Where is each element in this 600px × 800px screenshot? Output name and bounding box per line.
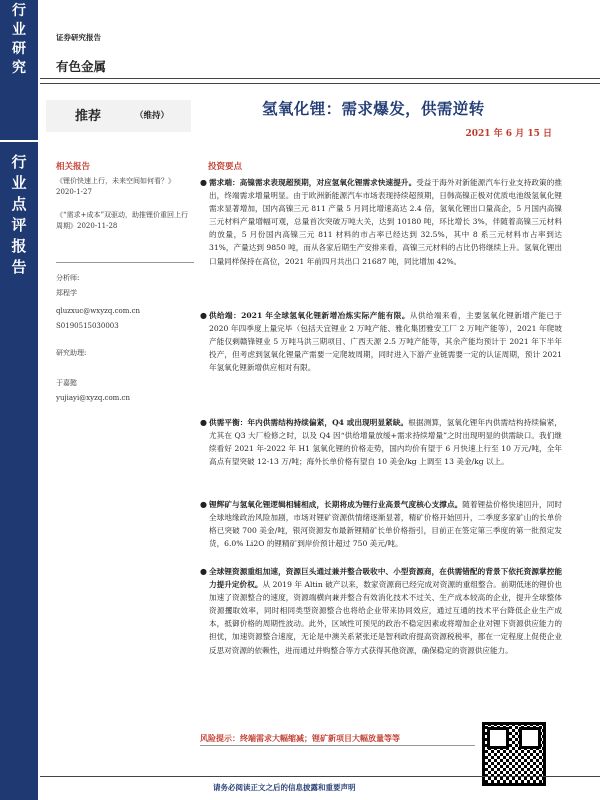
sidebar-divider (56, 262, 194, 263)
bullet-lead: 供给端：2021 年全球氢氧化锂新增冶炼实际产能有限。 (209, 311, 410, 320)
strip-top-label: 行 业 研 究 (12, 3, 26, 76)
rating-box (46, 100, 191, 132)
related-report-link[interactable]: 《锂价快速上行，未来空间如何看？》2020-1-27 (56, 177, 175, 196)
related-report-link[interactable]: 《“需求+成本”双驱动，助推锂价重回上行周期》2020-11-28 (56, 211, 189, 230)
header-rule (40, 78, 600, 79)
bullet-dot-icon: ● (200, 311, 207, 320)
footer-disclaimer: 请务必阅读正文之后的信息披露和重要声明 (213, 783, 356, 792)
bullet-lead: 供需平衡：年内供需结构持续偏紧，Q4 或出现明显紧缺。 (209, 418, 409, 427)
bullet-body: 从供给端来看，主要氢氧化锂新增产能已于 2020 年四季度上量完毕（包括天宜锂业 2 万吨产能、雅化集团雅安工厂 2 万吨产能等），2021 年爬坡产能仅剩赣锋锂业 5 万吨马洪三期项目、广西天源 2.5 万吨产能等，其余产能均预计于 2021 年下半年投产，但考虑到氢氧化锂量产需要一定爬坡周期，同时进入下游产业链需要一定的认证周期，预计 2021 年氢氧化锂新增供应相对有限。 (209, 311, 563, 373)
footer-rule (40, 776, 600, 777)
bullet-demand (200, 176, 562, 268)
bullet-body: 受益于海外对新能源汽车行业支持政策的推出，终端需求增量明显。由于欧洲新能源汽车市场表现持续超预期，日韩高镍正极对优质电池级氢氧化锂需求显著增加，国内高镍三元 811 产量 5 月同比增速高达 2.4 倍，氢氧化锂出口量高企，5 月国内高镍三元材料产量增幅可观，总量首次突破万吨大关，达到 10180 吨，环比增长 3%，伴随着高镍三元材料的放量，5 月份国内高镍三元 811 材料的市占率已经达到 32.5%，其中 8 系三元材料市占率到达 31%，产量达到 9850 吨，而从各家后期生产安排来看，高镍三元材料的占比仍将继续上升。氢氧化锂出口量同样保持在高位，2021 年前四月共出口 21687 吨，同比增加 42%。 (209, 178, 563, 266)
risk-warning: 风险提示：终端需求大幅缩减；锂矿新项目大幅放量等等 (200, 733, 400, 743)
bullet-supply (200, 309, 562, 374)
bullet-body: 随着锂盐价格快速回升，同时全球地缘政治风险加剧，市场对锂矿资源供情绪逐渐显著，精矿价格开始回升，二季度多家矿山的长单价格已突破 700 美金/吨，银河资源发布最新锂精矿长单价格指引，目前正在签定第三季度的第一批预定发货，6.0% Li2O 的锂精矿到岸价预计超过 750 美元/吨。 (209, 500, 562, 549)
bullet-dot-icon: ● (200, 178, 207, 187)
assistant-label: 研究助理: (56, 349, 87, 357)
analyst-name: 郑程学 (56, 289, 77, 297)
bullet-dot-icon: ● (200, 418, 207, 427)
bullet-dot-icon: ● (200, 567, 207, 576)
strip-bottom-label: 行 业 点 评 报 告 (11, 153, 27, 276)
strip-top-text (0, 2, 38, 78)
bullet-body: 从 2019 年 Altin 破产以来，数家资源商已经完成对资源的重组整合。前期低迷的锂价也加速了资源整合的速度，资源端横向兼并整合有效消化技术不过关、生产成本较高的企业，提升全球整体资源攫取效率，同时相同类型资源整合也将给企业带来协同效应，通过互通的技术平台降低企业生产成本，抵御价格的周期性波动。此外，区域性可预见的政治不稳定因素或将增加企业对锂下资源供应能力的担忧，加速资源整合速度，无论是中澳关系紧张还是智利政府提高资源税税率，都在一定程度上促使企业反思对资源的依赖性，进而通过并购整合等方式获得其他资源，确保稳定的资源供应能力。 (209, 580, 562, 655)
analyst-cert: S0190515030003 (56, 322, 119, 330)
report-type: 证券研究报告 (56, 33, 101, 42)
bullet-ore (200, 498, 562, 550)
rating-note: （维持） (135, 111, 170, 121)
bullet-lead: 全球锂资源重组加速，资源巨头通过兼并整合吸收中、小型资源商，在供需错配的背景下依托资源掌控能力提升定价权。 (209, 567, 562, 590)
bullet-balance (200, 416, 562, 468)
left-strip (0, 0, 38, 800)
analyst-email[interactable]: qluzxuc@wxyzq.com.cn (56, 307, 141, 315)
report-title: 氢氧化锂：需求爆发，供需逆转 (262, 99, 485, 118)
bullet-body: 根据测算，氢氧化锂年内供需结构持续偏紧，尤其在 Q3 大厂检修之时，以及 Q4 因“供给增量放缓+需求持续增量”之时出现明显的供需缺口。我们继续看好 2021 年-2022 年 H1 氢氧化锂的价格走势，国内均价有望于 6 月快速上行至 10 万元/吨，全年高点有望突破 12-13 万/吨；海外长单价格有望自 10 美金/kg 上调至 13 美金/kg 以上。 (209, 418, 562, 467)
header-rule-2 (40, 83, 600, 84)
strip-divider (0, 140, 38, 142)
analyst-label: 分析师: (56, 274, 80, 282)
industry-name: 有色金属 (56, 59, 107, 74)
report-date: 2021 年 6 月 15 日 (465, 129, 552, 139)
bullet-lead: 锂辉矿与氢氧化锂逻辑相辅相成，长期将成为锂行业高景气度核心支撑点。 (209, 500, 463, 509)
related-reports-heading: 相关报告 (56, 162, 91, 172)
rating: 推荐 (75, 109, 102, 124)
assistant-email[interactable]: yujiayi@xyzq.com.cn (56, 394, 130, 402)
investment-points-heading: 投资要点 (208, 162, 243, 172)
assistant-name: 于嘉懿 (56, 379, 77, 387)
strip-bottom-text (0, 152, 38, 278)
bullet-dot-icon: ● (200, 500, 207, 509)
bullet-consolidation (200, 565, 562, 657)
risk-underline (200, 745, 475, 746)
bullet-lead: 需求端：高镍需求表现超预期，对应氢氧化锂需求快速提升。 (209, 178, 417, 187)
